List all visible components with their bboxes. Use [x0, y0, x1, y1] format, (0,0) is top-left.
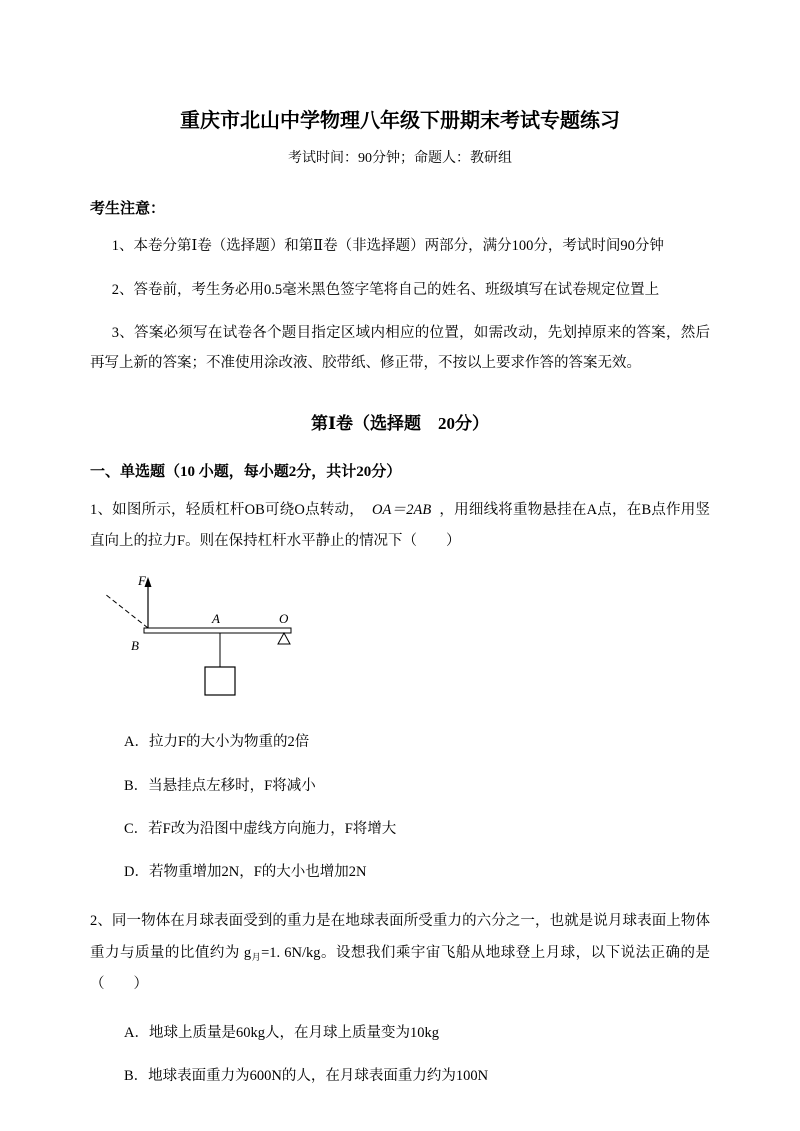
- question-1-stem: [90, 495, 710, 557]
- q1-stem-part1: 1、如图所示，轻质杠杆OB可绕O点转动，: [90, 501, 364, 518]
- q1-formula: OA＝2AB: [371, 501, 432, 518]
- notice-item-3: 3、答案必须写在试卷各个题目指定区域内相应的位置，如需改动，先划掉原来的答案，然后再写上新的答案；不准使用涂改液、胶带纸、修正带，不按以上要求作答的答案无效。: [90, 325, 710, 372]
- weight-box: [205, 667, 235, 695]
- lever-figure: [104, 571, 710, 709]
- q1-option-a: A．拉力F的大小为物重的2倍: [124, 734, 310, 751]
- notice-item-2: 2、答卷前，考生务必用0.5毫米黑色签字笔将自己的姓名、班级填写在试卷规定位置上: [111, 281, 660, 298]
- q1-option-c: C．若F改为沿图中虚线方向施力，F将增大: [124, 820, 397, 837]
- label-A: A: [212, 611, 220, 627]
- exam-meta: 考试时间：90分钟；命题人：教研组: [288, 151, 512, 166]
- lever-figure-svg: [104, 571, 316, 707]
- q2-stem-part2: =1. 6N/kg。设想我们乘宇宙飞船从地球登上月球，以下说法正确的是（ ）: [90, 944, 710, 992]
- lever-beam: [144, 628, 291, 633]
- question-2-stem: [90, 906, 710, 1000]
- label-O: O: [279, 611, 289, 627]
- subsection-title: 一、单选题（10 小题，每小题2分，共计20分）: [90, 463, 402, 480]
- page-title: 重庆市北山中学物理八年级下册期末考试专题练习: [180, 110, 620, 132]
- notice-item-1: 1、本卷分第Ⅰ卷（选择题）和第Ⅱ卷（非选择题）两部分，满分100分，考试时间90分钟: [111, 238, 664, 254]
- q1-option-d: D．若物重增加2N，F的大小也增加2N: [124, 864, 367, 881]
- q2-option-b: B．地球表面重力为600N的人，在月球表面重力约为100N: [124, 1068, 489, 1085]
- q1-option-b: B．当悬挂点左移时，F将减小: [124, 777, 316, 794]
- dashed-force-line: [105, 594, 148, 628]
- notice-heading: 考生注意：: [90, 201, 166, 217]
- q2-stem-part1: 2、同一物体在月球表面受到的重力是在地球表面所受重力的六分之一，也就是说月球表面上物体重力与质量的比值约为 g: [90, 913, 710, 961]
- q2-option-a: A．地球上质量是60kg人，在月球上质量变为10kg: [124, 1024, 439, 1041]
- q2-g-subscript: 月: [251, 951, 262, 962]
- section-title: 第Ⅰ卷（选择题 20分）: [311, 413, 489, 433]
- label-F: F: [138, 573, 146, 589]
- label-B: B: [131, 638, 139, 654]
- q1-stem-part2: ，用细线将重物悬挂在A点，在B点作用竖直向上的拉力F。则在保持杠杆水平静止的情况下（ ）: [90, 501, 710, 550]
- fulcrum-triangle: [278, 633, 290, 644]
